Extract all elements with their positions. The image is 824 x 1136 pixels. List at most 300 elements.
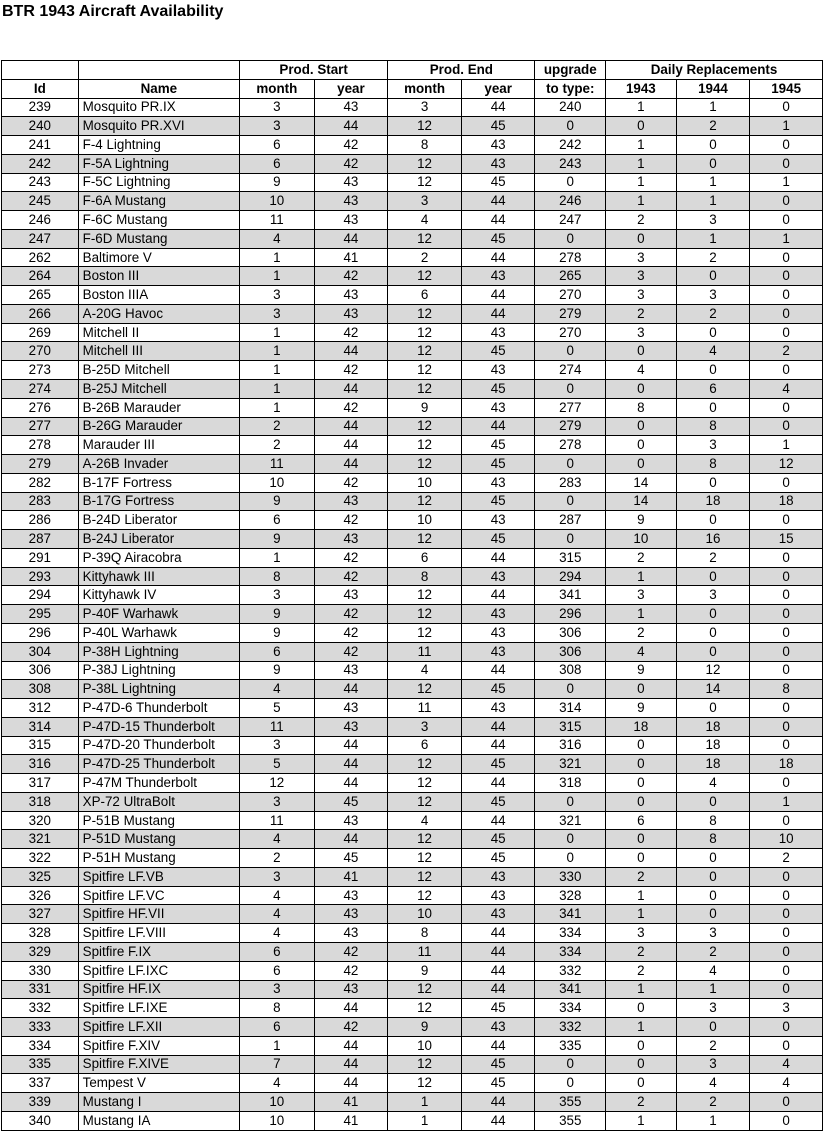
- start-month-cell: 4: [240, 229, 315, 248]
- end-year-cell: 45: [461, 492, 535, 511]
- upgrade-cell: 0: [535, 342, 606, 361]
- name-cell: B-25J Mitchell: [78, 380, 239, 399]
- col-header-start-month: month: [240, 79, 315, 98]
- replacements-1943-cell: 2: [606, 942, 677, 961]
- upgrade-cell: 0: [535, 455, 606, 474]
- start-month-cell: 3: [240, 304, 315, 323]
- replacements-1945-cell: 0: [750, 942, 823, 961]
- table-row: [2, 924, 823, 943]
- id-cell: 304: [2, 642, 79, 661]
- end-year-cell: 44: [461, 1036, 535, 1055]
- id-cell: 291: [2, 548, 79, 567]
- name-cell: Spitfire HF.IX: [78, 980, 239, 999]
- end-month-cell: 10: [388, 1036, 462, 1055]
- replacements-1944-cell: 0: [676, 792, 750, 811]
- table-body: [2, 98, 823, 1130]
- name-cell: F-5C Lightning: [78, 173, 239, 192]
- replacements-1945-cell: 0: [750, 398, 823, 417]
- end-month-cell: 12: [388, 1074, 462, 1093]
- replacements-1945-cell: 8: [750, 680, 823, 699]
- start-year-cell: 41: [314, 248, 388, 267]
- end-year-cell: 45: [461, 999, 535, 1018]
- replacements-1945-cell: 0: [750, 136, 823, 155]
- replacements-1944-cell: 6: [676, 380, 750, 399]
- name-cell: P-38J Lightning: [78, 661, 239, 680]
- replacements-1945-cell: 0: [750, 1111, 823, 1130]
- end-month-cell: 9: [388, 961, 462, 980]
- replacements-1943-cell: 3: [606, 586, 677, 605]
- start-month-cell: 1: [240, 323, 315, 342]
- id-cell: 321: [2, 830, 79, 849]
- replacements-1945-cell: 0: [750, 642, 823, 661]
- name-cell: B-26G Marauder: [78, 417, 239, 436]
- start-month-cell: 1: [240, 248, 315, 267]
- start-year-cell: 44: [314, 455, 388, 474]
- replacements-1943-cell: 2: [606, 623, 677, 642]
- end-month-cell: 12: [388, 530, 462, 549]
- upgrade-cell: 0: [535, 530, 606, 549]
- id-cell: 315: [2, 736, 79, 755]
- upgrade-cell: 277: [535, 398, 606, 417]
- end-year-cell: 45: [461, 229, 535, 248]
- replacements-1943-cell: 1: [606, 173, 677, 192]
- replacements-1944-cell: 3: [676, 286, 750, 305]
- id-cell: 293: [2, 567, 79, 586]
- replacements-1945-cell: 0: [750, 886, 823, 905]
- end-month-cell: 12: [388, 867, 462, 886]
- upgrade-cell: 321: [535, 811, 606, 830]
- end-year-cell: 45: [461, 830, 535, 849]
- replacements-1943-cell: 2: [606, 211, 677, 230]
- start-month-cell: 9: [240, 492, 315, 511]
- end-year-cell: 44: [461, 980, 535, 999]
- id-cell: 295: [2, 605, 79, 624]
- replacements-1943-cell: 9: [606, 511, 677, 530]
- name-cell: Spitfire LF.VB: [78, 867, 239, 886]
- replacements-1945-cell: 4: [750, 380, 823, 399]
- id-cell: 262: [2, 248, 79, 267]
- upgrade-cell: 243: [535, 154, 606, 173]
- name-cell: Kittyhawk IV: [78, 586, 239, 605]
- end-year-cell: 45: [461, 1055, 535, 1074]
- header-prod-start: Prod. Start: [240, 61, 388, 80]
- name-cell: P-47D-15 Thunderbolt: [78, 717, 239, 736]
- replacements-1943-cell: 0: [606, 849, 677, 868]
- end-month-cell: 2: [388, 248, 462, 267]
- upgrade-cell: 334: [535, 924, 606, 943]
- upgrade-cell: 0: [535, 1055, 606, 1074]
- upgrade-cell: 242: [535, 136, 606, 155]
- table-row: [2, 1074, 823, 1093]
- id-cell: 325: [2, 867, 79, 886]
- table-row: [2, 492, 823, 511]
- replacements-1944-cell: 1: [676, 192, 750, 211]
- end-month-cell: 12: [388, 323, 462, 342]
- col-header-id: Id: [2, 79, 79, 98]
- id-cell: 246: [2, 211, 79, 230]
- start-year-cell: 43: [314, 699, 388, 718]
- start-month-cell: 8: [240, 567, 315, 586]
- header-daily-replacements: Daily Replacements: [606, 61, 823, 80]
- start-month-cell: 3: [240, 867, 315, 886]
- name-cell: Spitfire LF.VC: [78, 886, 239, 905]
- start-year-cell: 45: [314, 792, 388, 811]
- id-cell: 273: [2, 361, 79, 380]
- name-cell: P-40F Warhawk: [78, 605, 239, 624]
- replacements-1943-cell: 0: [606, 999, 677, 1018]
- table-row: [2, 1018, 823, 1037]
- replacements-1943-cell: 0: [606, 680, 677, 699]
- table-row: [2, 905, 823, 924]
- end-month-cell: 12: [388, 455, 462, 474]
- upgrade-cell: 341: [535, 905, 606, 924]
- id-cell: 327: [2, 905, 79, 924]
- aircraft-availability-table: [1, 60, 823, 1131]
- upgrade-cell: 308: [535, 661, 606, 680]
- id-cell: 243: [2, 173, 79, 192]
- replacements-1943-cell: 1: [606, 1018, 677, 1037]
- table-row: [2, 361, 823, 380]
- start-year-cell: 44: [314, 1055, 388, 1074]
- start-month-cell: 6: [240, 961, 315, 980]
- replacements-1945-cell: 0: [750, 567, 823, 586]
- start-month-cell: 12: [240, 774, 315, 793]
- table-row: [2, 248, 823, 267]
- upgrade-cell: 334: [535, 942, 606, 961]
- replacements-1944-cell: 1: [676, 229, 750, 248]
- header-blank-id: [2, 61, 79, 80]
- id-cell: 274: [2, 380, 79, 399]
- name-cell: A-26B Invader: [78, 455, 239, 474]
- start-year-cell: 43: [314, 586, 388, 605]
- name-cell: Spitfire HF.VII: [78, 905, 239, 924]
- start-month-cell: 10: [240, 473, 315, 492]
- table-row: [2, 623, 823, 642]
- replacements-1945-cell: 0: [750, 867, 823, 886]
- name-cell: P-39Q Airacobra: [78, 548, 239, 567]
- name-cell: Spitfire LF.XII: [78, 1018, 239, 1037]
- upgrade-cell: 335: [535, 1036, 606, 1055]
- replacements-1944-cell: 0: [676, 605, 750, 624]
- name-cell: Spitfire LF.IXC: [78, 961, 239, 980]
- start-month-cell: 6: [240, 154, 315, 173]
- end-month-cell: 10: [388, 905, 462, 924]
- id-cell: 265: [2, 286, 79, 305]
- end-year-cell: 44: [461, 548, 535, 567]
- end-month-cell: 10: [388, 473, 462, 492]
- start-month-cell: 2: [240, 436, 315, 455]
- id-cell: 332: [2, 999, 79, 1018]
- upgrade-cell: 0: [535, 117, 606, 136]
- replacements-1944-cell: 2: [676, 117, 750, 136]
- id-cell: 337: [2, 1074, 79, 1093]
- replacements-1945-cell: 0: [750, 661, 823, 680]
- col-header-name: Name: [78, 79, 239, 98]
- start-month-cell: 3: [240, 586, 315, 605]
- replacements-1945-cell: 0: [750, 192, 823, 211]
- upgrade-cell: 0: [535, 830, 606, 849]
- start-month-cell: 1: [240, 361, 315, 380]
- start-year-cell: 43: [314, 886, 388, 905]
- end-month-cell: 9: [388, 398, 462, 417]
- end-year-cell: 45: [461, 680, 535, 699]
- end-year-cell: 43: [461, 567, 535, 586]
- table-row: [2, 398, 823, 417]
- start-month-cell: 1: [240, 267, 315, 286]
- end-year-cell: 44: [461, 192, 535, 211]
- replacements-1945-cell: 0: [750, 736, 823, 755]
- table-row: [2, 455, 823, 474]
- col-header-upgrade-to-type: to type:: [535, 79, 606, 98]
- start-year-cell: 41: [314, 867, 388, 886]
- name-cell: Spitfire F.IX: [78, 942, 239, 961]
- upgrade-cell: 0: [535, 849, 606, 868]
- replacements-1943-cell: 0: [606, 1074, 677, 1093]
- start-month-cell: 3: [240, 286, 315, 305]
- col-header-1945: 1945: [750, 79, 823, 98]
- end-year-cell: 44: [461, 924, 535, 943]
- upgrade-cell: 274: [535, 361, 606, 380]
- replacements-1944-cell: 8: [676, 417, 750, 436]
- replacements-1943-cell: 4: [606, 642, 677, 661]
- start-year-cell: 44: [314, 736, 388, 755]
- end-month-cell: 3: [388, 98, 462, 117]
- start-year-cell: 43: [314, 905, 388, 924]
- replacements-1944-cell: 0: [676, 323, 750, 342]
- replacements-1945-cell: 0: [750, 98, 823, 117]
- start-year-cell: 42: [314, 548, 388, 567]
- replacements-1943-cell: 18: [606, 717, 677, 736]
- replacements-1944-cell: 3: [676, 586, 750, 605]
- replacements-1945-cell: 0: [750, 605, 823, 624]
- start-month-cell: 1: [240, 342, 315, 361]
- end-month-cell: 10: [388, 511, 462, 530]
- table-row: [2, 849, 823, 868]
- name-cell: Marauder III: [78, 436, 239, 455]
- replacements-1943-cell: 3: [606, 267, 677, 286]
- start-year-cell: 41: [314, 1093, 388, 1112]
- end-month-cell: 12: [388, 361, 462, 380]
- replacements-1943-cell: 3: [606, 323, 677, 342]
- end-year-cell: 43: [461, 473, 535, 492]
- start-year-cell: 44: [314, 417, 388, 436]
- start-year-cell: 41: [314, 1111, 388, 1130]
- replacements-1944-cell: 0: [676, 136, 750, 155]
- start-year-cell: 44: [314, 229, 388, 248]
- name-cell: Spitfire F.XIVE: [78, 1055, 239, 1074]
- table-row: [2, 811, 823, 830]
- replacements-1945-cell: 0: [750, 511, 823, 530]
- start-month-cell: 6: [240, 136, 315, 155]
- start-year-cell: 43: [314, 530, 388, 549]
- replacements-1943-cell: 0: [606, 1055, 677, 1074]
- replacements-1944-cell: 2: [676, 1093, 750, 1112]
- end-year-cell: 43: [461, 623, 535, 642]
- id-cell: 312: [2, 699, 79, 718]
- name-cell: Mustang IA: [78, 1111, 239, 1130]
- name-cell: Spitfire LF.VIII: [78, 924, 239, 943]
- replacements-1945-cell: 0: [750, 811, 823, 830]
- start-year-cell: 43: [314, 173, 388, 192]
- end-month-cell: 12: [388, 492, 462, 511]
- name-cell: Spitfire F.XIV: [78, 1036, 239, 1055]
- start-year-cell: 42: [314, 323, 388, 342]
- table-row: [2, 304, 823, 323]
- start-year-cell: 43: [314, 492, 388, 511]
- upgrade-cell: 294: [535, 567, 606, 586]
- col-header-1944: 1944: [676, 79, 750, 98]
- upgrade-cell: 0: [535, 680, 606, 699]
- end-year-cell: 44: [461, 811, 535, 830]
- id-cell: 320: [2, 811, 79, 830]
- replacements-1943-cell: 0: [606, 774, 677, 793]
- end-month-cell: 12: [388, 304, 462, 323]
- replacements-1945-cell: 0: [750, 623, 823, 642]
- replacements-1945-cell: 0: [750, 1018, 823, 1037]
- id-cell: 277: [2, 417, 79, 436]
- replacements-1944-cell: 1: [676, 980, 750, 999]
- name-cell: Boston III: [78, 267, 239, 286]
- replacements-1944-cell: 18: [676, 755, 750, 774]
- table-row: [2, 642, 823, 661]
- name-cell: P-51D Mustang: [78, 830, 239, 849]
- start-year-cell: 43: [314, 192, 388, 211]
- upgrade-cell: 332: [535, 961, 606, 980]
- end-month-cell: 12: [388, 117, 462, 136]
- replacements-1944-cell: 4: [676, 961, 750, 980]
- header-blank-name: [78, 61, 239, 80]
- id-cell: 264: [2, 267, 79, 286]
- id-cell: 306: [2, 661, 79, 680]
- start-year-cell: 43: [314, 304, 388, 323]
- start-month-cell: 10: [240, 1111, 315, 1130]
- end-year-cell: 45: [461, 849, 535, 868]
- replacements-1945-cell: 0: [750, 473, 823, 492]
- replacements-1943-cell: 14: [606, 473, 677, 492]
- name-cell: P-40L Warhawk: [78, 623, 239, 642]
- table-row: [2, 999, 823, 1018]
- id-cell: 283: [2, 492, 79, 511]
- end-month-cell: 12: [388, 774, 462, 793]
- name-cell: Mitchell II: [78, 323, 239, 342]
- id-cell: 286: [2, 511, 79, 530]
- replacements-1943-cell: 3: [606, 924, 677, 943]
- replacements-1945-cell: 0: [750, 323, 823, 342]
- end-month-cell: 12: [388, 380, 462, 399]
- start-year-cell: 44: [314, 380, 388, 399]
- end-year-cell: 43: [461, 642, 535, 661]
- end-month-cell: 4: [388, 211, 462, 230]
- upgrade-cell: 341: [535, 980, 606, 999]
- header-prod-end: Prod. End: [388, 61, 535, 80]
- upgrade-cell: 278: [535, 248, 606, 267]
- end-year-cell: 44: [461, 736, 535, 755]
- end-month-cell: 12: [388, 267, 462, 286]
- upgrade-cell: 0: [535, 380, 606, 399]
- upgrade-cell: 278: [535, 436, 606, 455]
- replacements-1945-cell: 0: [750, 717, 823, 736]
- name-cell: P-38L Lightning: [78, 680, 239, 699]
- table-row: [2, 511, 823, 530]
- end-year-cell: 43: [461, 905, 535, 924]
- end-year-cell: 44: [461, 211, 535, 230]
- table-row: [2, 229, 823, 248]
- id-cell: 276: [2, 398, 79, 417]
- replacements-1943-cell: 0: [606, 736, 677, 755]
- name-cell: P-38H Lightning: [78, 642, 239, 661]
- start-year-cell: 42: [314, 942, 388, 961]
- upgrade-cell: 270: [535, 323, 606, 342]
- start-year-cell: 44: [314, 999, 388, 1018]
- end-month-cell: 12: [388, 980, 462, 999]
- replacements-1945-cell: 0: [750, 905, 823, 924]
- replacements-1943-cell: 0: [606, 1036, 677, 1055]
- replacements-1944-cell: 0: [676, 642, 750, 661]
- upgrade-cell: 330: [535, 867, 606, 886]
- end-month-cell: 8: [388, 567, 462, 586]
- start-year-cell: 42: [314, 642, 388, 661]
- table-row: [2, 1093, 823, 1112]
- upgrade-cell: 355: [535, 1111, 606, 1130]
- table-row: [2, 774, 823, 793]
- replacements-1944-cell: 8: [676, 811, 750, 830]
- id-cell: 282: [2, 473, 79, 492]
- end-month-cell: 12: [388, 586, 462, 605]
- end-year-cell: 44: [461, 1093, 535, 1112]
- end-year-cell: 45: [461, 380, 535, 399]
- end-year-cell: 43: [461, 867, 535, 886]
- end-month-cell: 12: [388, 342, 462, 361]
- name-cell: B-26B Marauder: [78, 398, 239, 417]
- replacements-1944-cell: 12: [676, 661, 750, 680]
- start-month-cell: 1: [240, 398, 315, 417]
- start-month-cell: 9: [240, 530, 315, 549]
- end-year-cell: 45: [461, 530, 535, 549]
- name-cell: Kittyhawk III: [78, 567, 239, 586]
- end-month-cell: 4: [388, 811, 462, 830]
- replacements-1944-cell: 2: [676, 304, 750, 323]
- replacements-1943-cell: 0: [606, 436, 677, 455]
- name-cell: F-6C Mustang: [78, 211, 239, 230]
- name-cell: F-6D Mustang: [78, 229, 239, 248]
- replacements-1945-cell: 0: [750, 1036, 823, 1055]
- end-year-cell: 44: [461, 942, 535, 961]
- replacements-1943-cell: 4: [606, 361, 677, 380]
- upgrade-cell: 265: [535, 267, 606, 286]
- replacements-1943-cell: 2: [606, 548, 677, 567]
- table-row: [2, 980, 823, 999]
- upgrade-cell: 334: [535, 999, 606, 1018]
- name-cell: B-17F Fortress: [78, 473, 239, 492]
- upgrade-cell: 306: [535, 623, 606, 642]
- start-year-cell: 42: [314, 361, 388, 380]
- start-month-cell: 3: [240, 792, 315, 811]
- start-month-cell: 3: [240, 736, 315, 755]
- upgrade-cell: 0: [535, 1074, 606, 1093]
- replacements-1945-cell: 0: [750, 248, 823, 267]
- id-cell: 335: [2, 1055, 79, 1074]
- start-month-cell: 4: [240, 1074, 315, 1093]
- end-month-cell: 12: [388, 605, 462, 624]
- replacements-1944-cell: 8: [676, 830, 750, 849]
- start-month-cell: 4: [240, 905, 315, 924]
- id-cell: 333: [2, 1018, 79, 1037]
- end-month-cell: 4: [388, 661, 462, 680]
- id-cell: 242: [2, 154, 79, 173]
- name-cell: P-47D-6 Thunderbolt: [78, 699, 239, 718]
- end-year-cell: 43: [461, 154, 535, 173]
- start-year-cell: 44: [314, 1036, 388, 1055]
